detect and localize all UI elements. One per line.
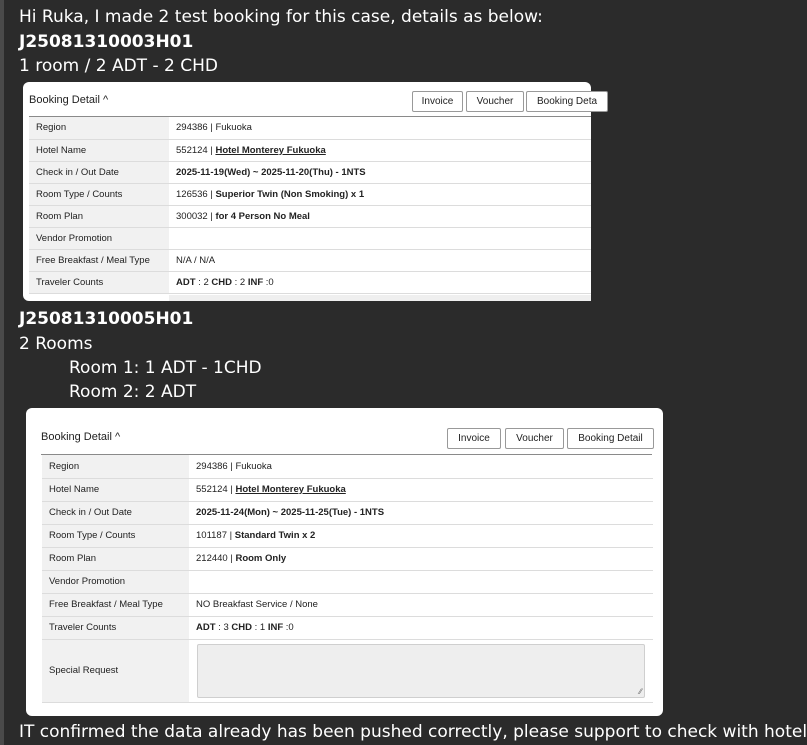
booking2-summary: 2 Rooms [19, 334, 93, 354]
row-room-type [29, 183, 591, 205]
room-plan-name: for 4 Person No Meal [215, 210, 310, 222]
label-hotel-name: Hotel Name [29, 139, 169, 161]
inf-value: :0 [263, 276, 274, 288]
value-hotel-name [189, 478, 653, 501]
label-special-request: Special Request [42, 639, 189, 702]
voucher-button[interactable]: Voucher [505, 428, 564, 449]
adt-label: ADT [176, 276, 196, 288]
row-hotel-name [29, 139, 591, 161]
label-region: Region [42, 455, 189, 478]
row-room-plan [29, 205, 591, 227]
row-special-request [42, 639, 653, 702]
row-vendor-promotion [29, 227, 591, 249]
invoice-button[interactable]: Invoice [412, 91, 463, 112]
chd-label: CHD [211, 276, 232, 288]
value-room-type [189, 524, 653, 547]
row-traveler-counts [42, 616, 653, 639]
label-breakfast: Free Breakfast / Meal Type [42, 593, 189, 616]
hotel-id: 552124 | [196, 484, 236, 495]
booking-detail-table [42, 455, 653, 703]
booking1-summary: 1 room / 2 ADT - 2 CHD [19, 56, 218, 76]
booking-detail-button[interactable]: Booking Detail [567, 428, 654, 449]
label-room-type: Room Type / Counts [42, 524, 189, 547]
booking-detail-button[interactable]: Booking Deta [526, 91, 608, 112]
booking-detail-table [29, 117, 591, 294]
row-breakfast [42, 593, 653, 616]
booking-detail-screenshot-1 [23, 82, 598, 301]
inf-value: :0 [283, 622, 294, 633]
row-check-in-out [42, 501, 653, 524]
invoice-button[interactable]: Invoice [447, 428, 501, 449]
row-vendor-promotion [42, 570, 653, 593]
label-room-type: Room Type / Counts [29, 183, 169, 205]
hotel-name-link[interactable]: Hotel Monterey Fukuoka [215, 144, 326, 156]
value-room-type [169, 183, 591, 205]
voucher-button[interactable]: Voucher [466, 91, 524, 112]
room-type-name: Standard Twin x 2 [234, 530, 316, 541]
value-check-in-out: 2025-11-19(Wed) ~ 2025-11-20(Thu) - 1NTS [169, 161, 591, 183]
value-hotel-name [169, 139, 591, 161]
row-breakfast [29, 249, 591, 271]
resize-grip-icon[interactable]: ∕∕ [639, 686, 642, 696]
label-check-in-out: Check in / Out Date [29, 161, 169, 183]
message-greeting: Hi Ruka, I made 2 test booking for this case, details as below: [19, 7, 543, 27]
label-vendor-promotion: Vendor Promotion [42, 570, 189, 593]
room-plan-name: Room Only [235, 553, 287, 564]
room-type-id: 126536 | [176, 188, 216, 200]
special-request-box-partial [169, 295, 591, 301]
value-breakfast: N/A / N/A [169, 249, 591, 271]
value-room-plan [189, 547, 653, 570]
booking-detail-title[interactable]: Booking Detail ^ [41, 431, 121, 443]
chat-left-border [0, 0, 4, 745]
room-plan-id: 300032 | [176, 210, 216, 222]
room-type-name: Superior Twin (Non Smoking) x 1 [215, 188, 365, 200]
value-room-plan [169, 205, 591, 227]
chd-label: CHD [231, 622, 252, 633]
label-hotel-name: Hotel Name [42, 478, 189, 501]
booking2-room2: Room 2: 2 ADT [69, 382, 197, 402]
value-special-request [189, 639, 653, 702]
adt-value: : 3 [215, 622, 232, 633]
booking-detail-screenshot-2 [26, 408, 663, 716]
label-region: Region [29, 117, 169, 139]
value-vendor-promotion [169, 227, 591, 249]
row-region [42, 455, 653, 478]
label-room-plan: Room Plan [29, 205, 169, 227]
booking-detail-title[interactable]: Booking Detail ^ [29, 94, 109, 106]
row-region [29, 117, 591, 139]
adt-label: ADT [196, 622, 216, 633]
room-plan-id: 212440 | [196, 553, 236, 564]
row-traveler-counts [29, 271, 591, 293]
booking1-code: J25081310003H01 [19, 32, 194, 52]
booking2-room1: Room 1: 1 ADT - 1CHD [69, 358, 262, 378]
value-breakfast: NO Breakfast Service / None [189, 593, 653, 616]
label-breakfast: Free Breakfast / Meal Type [29, 249, 169, 271]
inf-label: INF [267, 622, 284, 633]
value-check-in-out: 2025-11-24(Mon) ~ 2025-11-25(Tue) - 1NTS [189, 501, 653, 524]
value-region: 294386 | Fukuoka [189, 455, 653, 478]
value-region: 294386 | Fukuoka [169, 117, 591, 139]
label-traveler-counts: Traveler Counts [29, 271, 169, 293]
chd-value: : 1 [251, 622, 268, 633]
value-traveler-counts [189, 616, 653, 639]
label-room-plan: Room Plan [42, 547, 189, 570]
value-traveler-counts [169, 271, 591, 293]
value-vendor-promotion [189, 570, 653, 593]
label-vendor-promotion: Vendor Promotion [29, 227, 169, 249]
row-room-type [42, 524, 653, 547]
adt-value: : 2 [195, 276, 212, 288]
special-request-textarea[interactable] [197, 644, 645, 698]
room-type-id: 101187 | [196, 530, 235, 541]
message-closing: IT confirmed the data already has been pushed correctly, please support to check with hotel [19, 722, 807, 742]
hotel-name-link[interactable]: Hotel Monterey Fukuoka [235, 484, 346, 495]
label-traveler-counts: Traveler Counts [42, 616, 189, 639]
row-check-in-out [29, 161, 591, 183]
label-check-in-out: Check in / Out Date [42, 501, 189, 524]
row-hotel-name [42, 478, 653, 501]
inf-label: INF [247, 276, 264, 288]
row-room-plan [42, 547, 653, 570]
hotel-id: 552124 | [176, 144, 216, 156]
chd-value: : 2 [231, 276, 248, 288]
booking2-code: J25081310005H01 [19, 309, 194, 329]
